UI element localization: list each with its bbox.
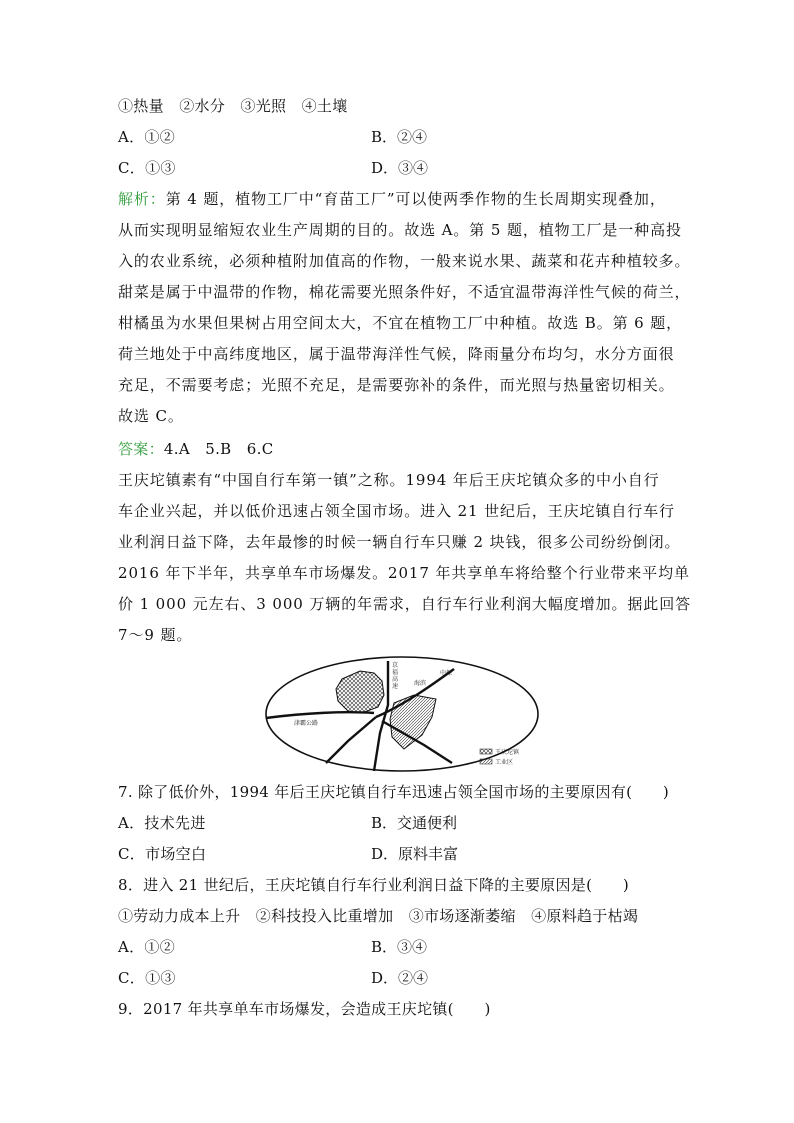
analysis-line-3: 入的农业系统，必须种植附加值高的作物，一般来说水果、蔬菜和花卉种植较多。 xyxy=(118,252,691,270)
analysis-line-4: 甜菜是属于中温带的作物，棉花需要光照条件好，不适宜温带海洋性气候的荷兰， xyxy=(118,283,691,301)
legend-industrial-swatch xyxy=(480,759,492,764)
q8-option-d: D．②④ xyxy=(371,969,429,987)
analysis-label: 解析： xyxy=(118,190,166,208)
label-haibin: 海滨 xyxy=(414,680,427,687)
road-south-west xyxy=(326,717,376,763)
option-b: B．②④ xyxy=(371,128,428,146)
passage-line-6: 7～9 题。 xyxy=(118,626,193,644)
analysis-line-1: 解析：第 4 题，植物工厂中“育苗工厂”可以使两季作物的生长周期实现叠加， xyxy=(118,190,666,208)
option-c: C．①③ xyxy=(118,159,176,177)
q8-option-a: A．①② xyxy=(118,938,176,956)
q7-option-d: D．原料丰富 xyxy=(371,845,459,863)
label-zhongbao: 中保 xyxy=(440,670,453,677)
q8-option-c: C．①③ xyxy=(118,969,176,987)
answer-text: 4.A 5.B 6.C xyxy=(163,440,274,458)
legend-town-swatch xyxy=(480,749,492,754)
analysis-line-7: 充足，不需要考虑；光照不充足，是需要弥补的条件，而光照与热量密切相关。 xyxy=(118,376,675,394)
q7-stem: 7. 除了低价外，1994 年后王庆坨镇自行车迅速占领全国市场的主要原因有( ) xyxy=(118,783,670,801)
q8-factors: ①劳动力成本上升 ②科技投入比重增加 ③市场逐渐萎缩 ④原料趋于枯竭 xyxy=(118,907,639,925)
q8-stem: 8．进入 21 世纪后，王庆坨镇自行车行业利润日益下降的主要原因是( ) xyxy=(118,876,629,894)
town-area xyxy=(336,671,384,713)
option-d: D．③④ xyxy=(371,159,429,177)
answer-line xyxy=(118,440,273,458)
q7-option-c: C．市场空白 xyxy=(118,845,207,863)
q8-option-b: B．③④ xyxy=(371,938,428,956)
map-figure xyxy=(264,655,540,773)
passage-line-2: 车企业兴起，并以低价迅速占领全国市场。进入 21 世纪后，王庆坨镇自行车行 xyxy=(118,502,675,520)
legend-town-label: 王庆坨镇 xyxy=(495,749,520,756)
label-jinba: 津霸公路 xyxy=(294,720,319,727)
passage-line-4: 2016 年下半年，共享单车市场爆发。2017 年共享单车将给整个行业带来平均单 xyxy=(118,564,690,582)
industrial-area xyxy=(390,695,436,749)
passage-line-3: 业利润日益下降，去年最惨的时候一辆自行车只赚 2 块钱，很多公司纷纷倒闭。 xyxy=(118,533,681,551)
legend-industrial-label: 工业区 xyxy=(495,759,514,766)
analysis-line-5: 柑橘虽为水果但果树占用空间太大，不宜在植物工厂中种植。故选 B。第 6 题， xyxy=(118,314,683,332)
analysis-line-6: 荷兰地处于中高纬度地区，属于温带海洋性气候，降雨量分布均匀，水分方面很 xyxy=(118,345,675,363)
label-jingfu: 京福高速 xyxy=(392,662,399,690)
passage-line-5: 价 1 000 元左右、3 000 万辆的年需求，自行车行业利润大幅度增加。据此回答 xyxy=(118,595,691,613)
analysis-line-2: 从而实现明显缩短农业生产周期的目的。故选 A。第 5 题，植物工厂是一种高投 xyxy=(118,221,682,239)
option-a: A．①② xyxy=(118,128,176,146)
q7-option-b: B．交通便利 xyxy=(371,814,458,832)
q9-stem: 9．2017 年共享单车市场爆发，会造成王庆坨镇( ) xyxy=(118,1000,491,1018)
passage-line-1: 王庆坨镇素有“中国自行车第一镇”之称。1994 年后王庆坨镇众多的中小自行 xyxy=(118,471,660,489)
answer-label: 答案： xyxy=(118,440,164,458)
road-jinba xyxy=(266,712,374,718)
prev-factors: ①热量 ②水分 ③光照 ④土壤 xyxy=(118,97,348,115)
map-svg xyxy=(264,655,540,773)
analysis-line-8: 故选 C。 xyxy=(118,407,184,425)
q7-option-a: A．技术先进 xyxy=(118,814,206,832)
